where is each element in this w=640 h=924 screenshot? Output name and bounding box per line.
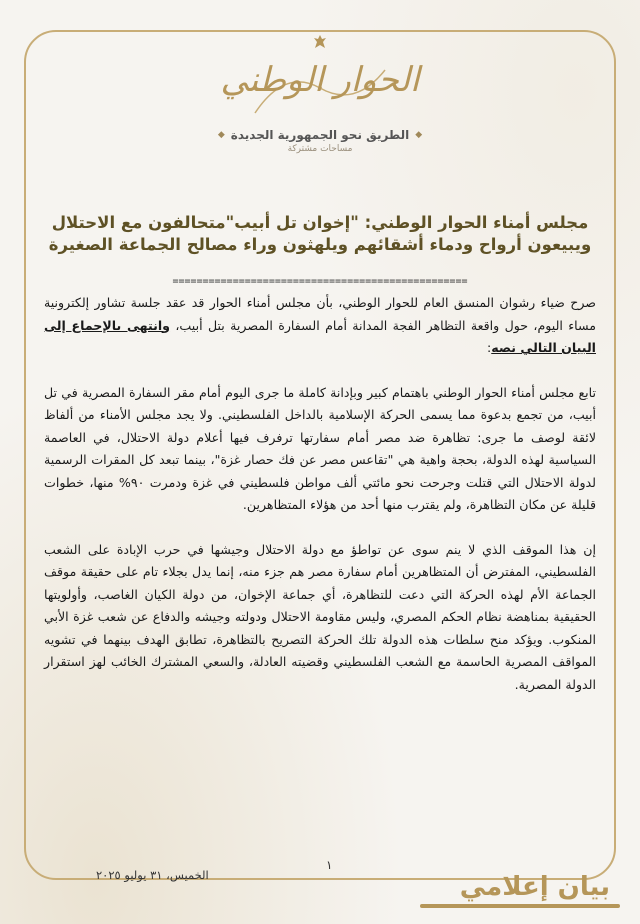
paragraph-2: تابع مجلس أمناء الحوار الوطني باهتمام كبير وبإدانة كاملة ما جرى اليوم أمام مقر السفارة المصرية في تل أبيب، من تجمع بدعوة مما يسمى الحركة الإسلامية بالداخل الفلسطيني. ولا يجد مجلس الأمناء من ألفاظ لائقة لوصف ما جرى: تظاهرة ضد مصر أمام سفارتها ترفرف فيها أعلام دولة الاحتلال، في العاصمة السياسية لهذه الدولة، بحجة واهية هي "تقاعس مصر عن فك حصار غزة"، بينما تبعد كل المقرات الرسمية لدولة الاحتلال التي قتلت وجرحت نحو مائتي ألف مواطن فلسطيني في غزة ودمرت ٩٠% منها، خطوات قليلة عن مكان التظاهرة، ولم يقترب منها أحد من هؤلاء المتظاهرين. bbox=[44, 384, 596, 512]
paragraph-1-end: : bbox=[487, 340, 492, 355]
paragraph-1-bold: وانتهى بالإجماع إلى البيان التالي نصه bbox=[44, 317, 596, 355]
footer-underline bbox=[420, 904, 620, 908]
footer-label: بيان إعلامي bbox=[459, 872, 610, 902]
statement-date: الخميس، ٣١ يوليو ٢٠٢٥ bbox=[96, 868, 209, 882]
logo-text: الحوار الوطني bbox=[220, 60, 420, 100]
eagle-emblem-icon bbox=[313, 34, 327, 50]
paragraph-1 bbox=[44, 292, 596, 360]
statement-body bbox=[44, 292, 596, 718]
diamond-icon: ◆ bbox=[217, 130, 225, 140]
diamond-icon: ◆ bbox=[415, 130, 423, 140]
page-number: ١ bbox=[326, 858, 333, 872]
statement-title: مجلس أمناء الحوار الوطني: "إخوان تل أبيب"متحالفون مع الاحتلال ويبيعون أرواح ودماء أشقائهم ويلهثون وراء مصالح الجماعة الصغيرة bbox=[48, 213, 592, 254]
tagline-text: الطريق نحو الجمهورية الجديدة bbox=[230, 128, 410, 142]
separator-line: ================================================= bbox=[172, 276, 468, 287]
paragraph-3: إن هذا الموقف الذي لا ينم سوى عن تواطؤ مع دولة الاحتلال وجيشها في حرب الإبادة على الشعب الفلسطيني، المفترض أن المتظاهرين أمام سفارة مصر هم جزء منه، إنما يدل بجلاء تام على حقيقة موقف الجماعة الأم لهذه الحركة التي دعت للتظاهرة، أي جماعة الإخوان، من دولة الكيان الغاصب، وأولويتها الحقيقية بمناهضة نظام الحكم المصري، وليس مقاومة الاحتلال ودولته وجيشه والدفاع عن شعب غزة الأبي المنكوب. ويؤكد منح سلطات هذه الدولة تلك الحركة التصريح بالتظاهرة، تطابق الهدف بينهما في تشويه المواقف المصرية الحاسمة مع الشعب الفلسطيني وقضيته العادلة، والسعي المشترك الخائب لهز استقرار الدولة المصرية. bbox=[44, 541, 596, 692]
paragraph-1-text: صرح ضياء رشوان المنسق العام للحوار الوطني، بأن مجلس أمناء الحوار قد عقد جلسة تشاور إلكترونية مساء اليوم، حول واقعة التظاهر الفجة المدانة أمام السفارة المصرية بتل أبيب، bbox=[44, 295, 596, 333]
subtag: مساحات مشتركة bbox=[287, 144, 353, 154]
header bbox=[0, 58, 640, 154]
tagline bbox=[218, 128, 422, 142]
